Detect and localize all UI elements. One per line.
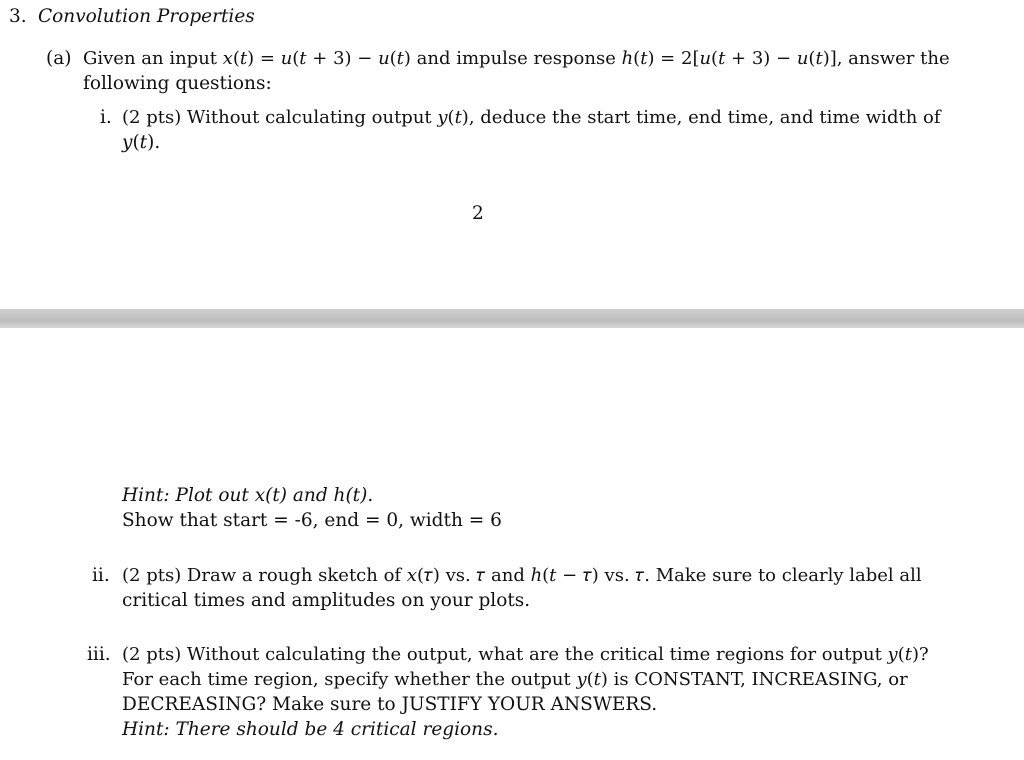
page-number: 2 (472, 203, 484, 224)
question-iii-label: iii. (87, 644, 111, 665)
question-ii-text-line1: (2 pts) Draw a rough sketch of 𝑥(𝜏) vs. 𝜏 and ℎ(𝑡 − 𝜏) vs. 𝜏. Make sure to clearly label all (122, 565, 922, 586)
question-iii-text-line2: For each time region, specify whether the output 𝑦(𝑡) is CONSTANT, INCREASING, or (122, 669, 908, 690)
question-ii-label: ii. (92, 565, 110, 586)
part-a-text-line1: Given an input 𝑥(𝑡) = 𝑢(𝑡 + 3) − 𝑢(𝑡) and impulse response ℎ(𝑡) = 2[𝑢(𝑡 + 3) − 𝑢(𝑡)], answer the (83, 48, 950, 69)
part-a-label: (a) (46, 48, 72, 69)
section-number: 3. (9, 6, 27, 27)
page-separator (0, 309, 1024, 328)
section-title: Convolution Properties (38, 6, 255, 27)
question-iii-text-line1: (2 pts) Without calculating the output, what are the critical time regions for output 𝑦(𝑡)? (122, 644, 929, 665)
hint-answer-text: Show that start = -6, end = 0, width = 6 (122, 510, 502, 531)
question-iii-hint: Hint: There should be 4 critical regions. (122, 719, 499, 740)
part-a-text-line2: following questions: (83, 73, 272, 94)
question-ii-text-line2: critical times and amplitudes on your plots. (122, 590, 531, 611)
question-iii-text-line3: DECREASING? Make sure to JUSTIFY YOUR ANSWERS. (122, 694, 658, 715)
question-i-text-line1: (2 pts) Without calculating output 𝑦(𝑡), deduce the start time, end time, and time width of (122, 107, 941, 128)
question-i-label: i. (100, 107, 112, 128)
hint-plot-text: Hint: Plot out 𝑥(𝑡) and ℎ(𝑡). (122, 485, 374, 506)
question-i-text-line2: 𝑦(𝑡). (122, 132, 161, 153)
